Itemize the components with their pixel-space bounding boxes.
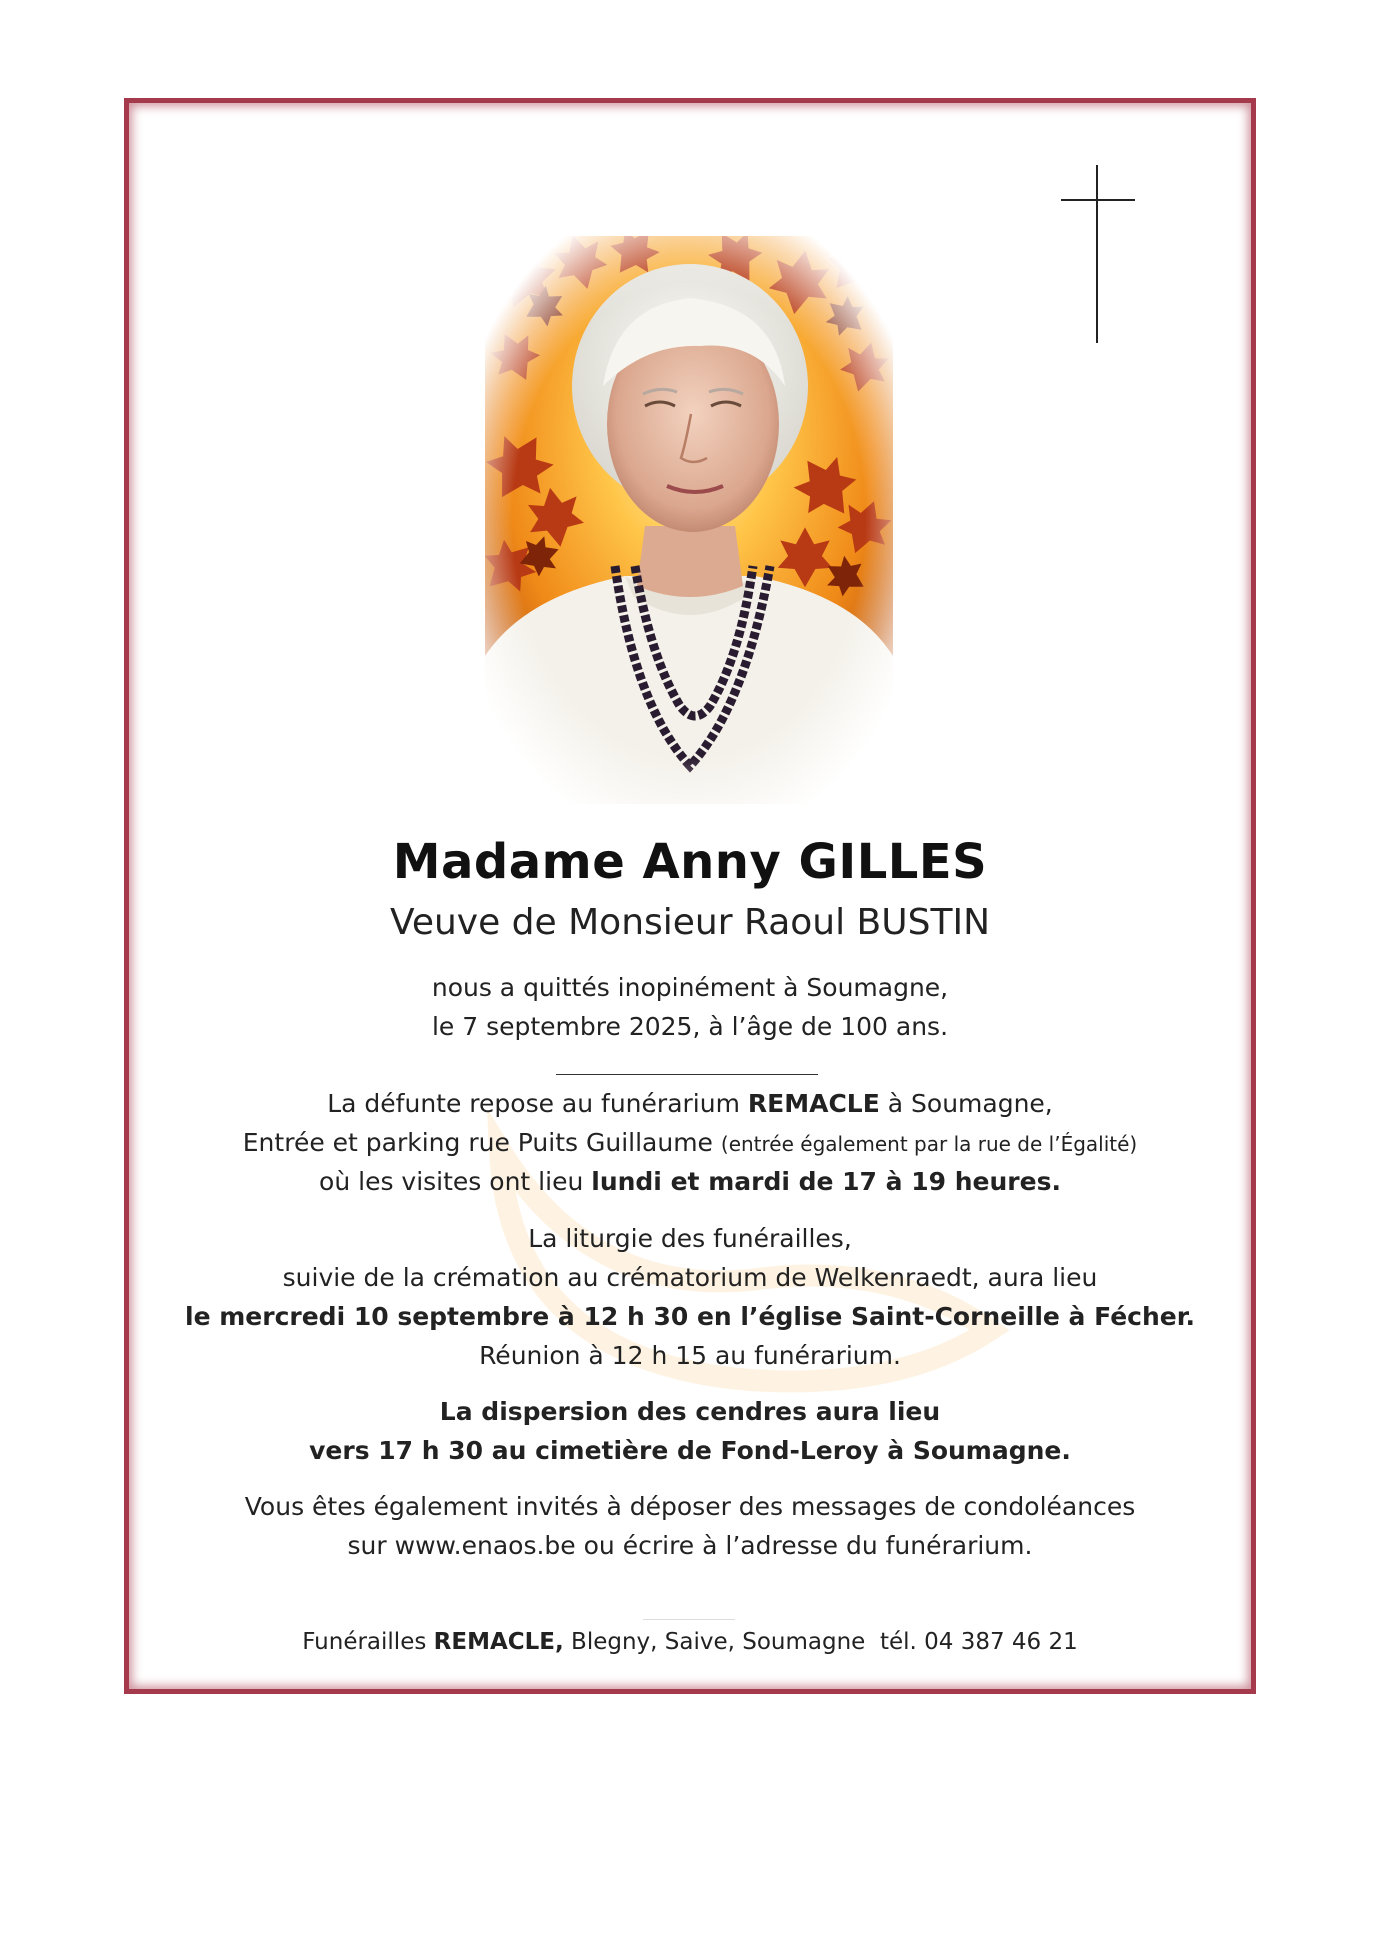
footer — [124, 1629, 1256, 1655]
footer-prefix: Funérailles — [302, 1629, 434, 1655]
liturgy-line-3: le mercredi 10 septembre à 12 h 30 en l’église Saint-Corneille à Fécher. — [185, 1302, 1195, 1331]
condolences-line-1: Vous êtes également invités à déposer des messages de condoléances — [244, 1492, 1136, 1521]
repose-place: à Soumagne, — [879, 1089, 1053, 1118]
footer-company: REMACLE, — [433, 1629, 564, 1655]
widow-of: Veuve de Monsieur Raoul BUSTIN — [389, 902, 990, 943]
repose-line-1 — [124, 1089, 1256, 1119]
liturgy-line-2: suivie de la crémation au crématorium de Welkenraedt, aura lieu — [282, 1263, 1098, 1292]
visits-text: où les visites ont lieu — [319, 1167, 592, 1196]
dispersion-line-1: La dispersion des cendres aura lieu — [439, 1397, 941, 1426]
deceased-name: Madame Anny GILLES — [392, 834, 988, 890]
repose-line-2 — [124, 1128, 1256, 1159]
divider — [556, 1074, 818, 1075]
repose-line-3 — [124, 1167, 1256, 1197]
footer-rule — [643, 1619, 735, 1620]
entrance-note: (entrée également par la rue de l’Égalité) — [720, 1132, 1138, 1156]
dispersion-line-2: vers 17 h 30 au cimetière de Fond-Leroy à Soumagne. — [309, 1436, 1071, 1465]
funeral-home-name: REMACLE — [747, 1089, 880, 1118]
footer-contact: Blegny, Saive, Soumagne tél. 04 387 46 21 — [563, 1629, 1078, 1655]
death-line-1: nous a quittés inopinément à Soumagne, — [431, 973, 949, 1002]
condolences-line-2: sur www.enaos.be ou écrire à l’adresse du funérarium. — [347, 1531, 1033, 1560]
entrance-text: Entrée et parking rue Puits Guillaume — [242, 1128, 721, 1157]
repose-text: La défunte repose au funérarium — [327, 1089, 748, 1118]
liturgy-line-4: Réunion à 12 h 15 au funérarium. — [479, 1341, 901, 1370]
portrait-photo — [485, 236, 893, 804]
death-line-2: le 7 septembre 2025, à l’âge de 100 ans. — [431, 1012, 949, 1041]
visits-times: lundi et mardi de 17 à 19 heures. — [591, 1167, 1061, 1196]
liturgy-line-1: La liturgie des funérailles, — [528, 1224, 852, 1253]
